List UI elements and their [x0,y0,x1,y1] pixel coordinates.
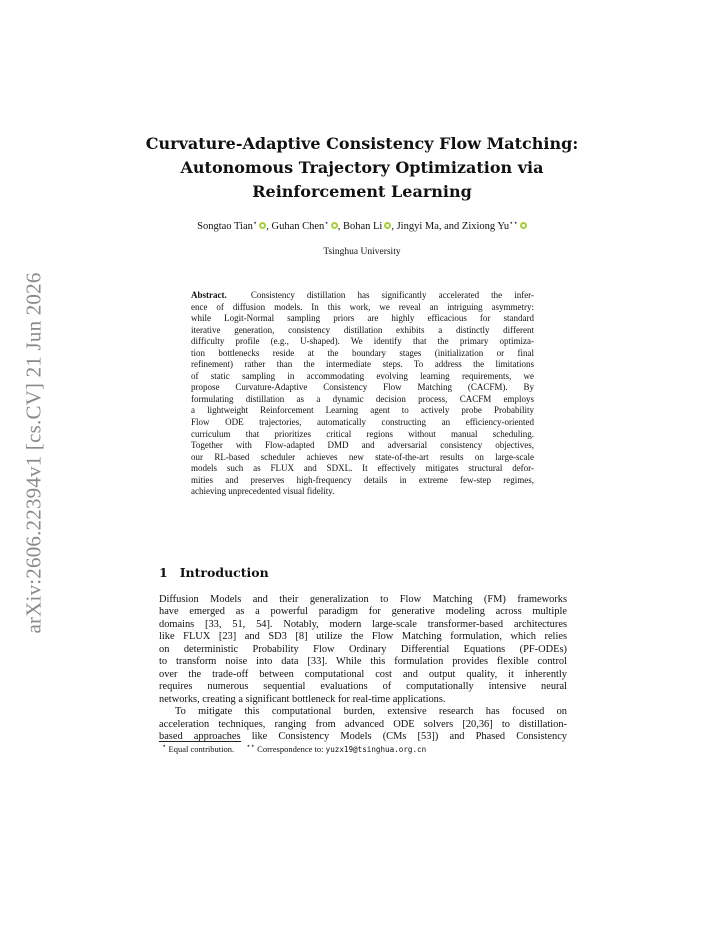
body-line: Diffusion Models and their generalization to Flow Matching (FM) frameworks [159,594,567,605]
introduction-body [159,594,567,743]
author-name: Guhan Chen [271,221,325,232]
footnote-divider [159,741,241,742]
body-line: domains [33, 51, 54]. Notably, modern large-scale transformer-based architectures [159,618,567,630]
orcid-icon[interactable] [331,222,338,229]
footnote-correspondence: Correspondence to: [257,744,324,754]
abstract-line: tion bottlenecks reside at the boundary stages (initialization or final [191,347,534,358]
abstract-line: difficulty profile (e.g., U-shaped). We identify that the primary optimiza- [191,336,534,347]
author-name: Jingyi Ma [396,221,439,232]
body-line: acceleration techniques, ranging from advanced ODE solvers [20,36] to distillation- [159,718,567,730]
section-heading [159,565,269,580]
abstract-line: Together with Flow-adapted DMD and adversarial consistency objectives, [191,440,534,451]
body-line: over the trade-off between computational cost and output quality, it inherently [159,668,567,680]
title-line: Curvature-Adaptive Consistency Flow Matching: [145,134,579,153]
title-line: Reinforcement Learning [252,182,472,201]
abstract-line: achieving unprecedented visual fidelity. [191,486,335,497]
abstract-line: propose Curvature-Adaptive Consistency Flow Matching (CACFM). By [191,382,534,393]
body-line: networks, creating a significant bottleneck for real-time applications. [159,693,446,705]
author-separator: , [337,221,343,232]
body-line: To mitigate this computational burden, extensive research has focused on [175,706,567,718]
abstract-line: Flow ODE trajectories, automatically constructing an efficiency-oriented [191,417,534,428]
email-link[interactable]: yuzx19@tsinghua.org.cn [325,745,427,754]
body-line: have emerged as a powerful paradigm for generative modeling across multiple [159,606,567,618]
author-mark: ⋆ [324,219,329,227]
body-line: like FLUX [23] and SD3 [8] utilize the Flow Matching formulation, which relies [159,631,567,643]
footnote [162,744,426,754]
paper-title [140,132,584,204]
body-line: requires numerous sequential evaluations of computationally intensive neural [159,681,567,693]
author-separator: , [391,221,397,232]
abstract-line: of static sampling in accommodating evolving learning requirements, we [191,370,534,381]
orcid-icon[interactable] [520,222,527,229]
section-title: Introduction [179,565,269,580]
abstract-line: refinement) rather than the intermediate steps. To address the limitations [191,359,534,370]
abstract [191,290,534,498]
abstract-label: Abstract. [191,290,227,300]
author-mark: ⋆⋆ [509,219,518,227]
author-name: Zixiong Yu [461,221,510,232]
abstract-line: our RL-based scheduler achieves new state-of-the-art results on large-scale [191,451,534,462]
abstract-line: a lightweight Reinforcement Learning agent to actively probe Probability [191,405,534,416]
affiliation: Tsinghua University [323,247,401,257]
author-name: Bohan Li [342,221,383,232]
title-line: Autonomous Trajectory Optimization via [180,158,544,177]
footnote-mark: ⋆⋆ [246,742,256,750]
abstract-line: Abstract. Consistency distillation has significantly accelerated the infer- [191,290,534,300]
footnote-equal-contribution: Equal contribution. [168,744,235,754]
author-mark: ⋆ [252,219,258,227]
abstract-line: mities and preserves high-frequency details in extreme few-step regimes, [191,474,534,485]
author-list [140,220,584,234]
arxiv-identifier: arXiv:2606.22394v1 [cs.CV] 21 Jun 2026 [21,271,46,634]
abstract-line: iterative generation, consistency distillation exhibits a distinctly different [191,324,534,335]
arxiv-sidebar-stamp [14,260,54,645]
abstract-line: models such as FLUX and SDXL. It effectively mitigates structural defor- [191,463,534,474]
body-line: to transform noise into data [33]. While this formulation provides flexible control [159,656,567,668]
body-line: on deterministic Probability Flow Ordinary Differential Equations (PF-ODEs) [159,643,567,655]
body-line: based approaches like Consistency Models (CMs [53]) and Phased Consistency [159,730,567,742]
abstract-line: while Logit-Normal sampling priors are highly efficacious for standard [191,313,534,324]
author-name: Songtao Tian [197,221,253,232]
abstract-line: formulating distillation as a dynamic decision process, CACFM employs [191,393,534,404]
abstract-line: ence of diffusion models. In this work, we reveal an intriguing asymmetry: [191,301,534,312]
abstract-line: curriculum that prioritizes critical regions without manual scheduling. [191,428,534,439]
author-separator: , and [438,221,462,232]
author-separator: , [266,221,272,232]
footnote-mark: ⋆ [162,742,167,750]
section-number: 1 [159,565,168,580]
